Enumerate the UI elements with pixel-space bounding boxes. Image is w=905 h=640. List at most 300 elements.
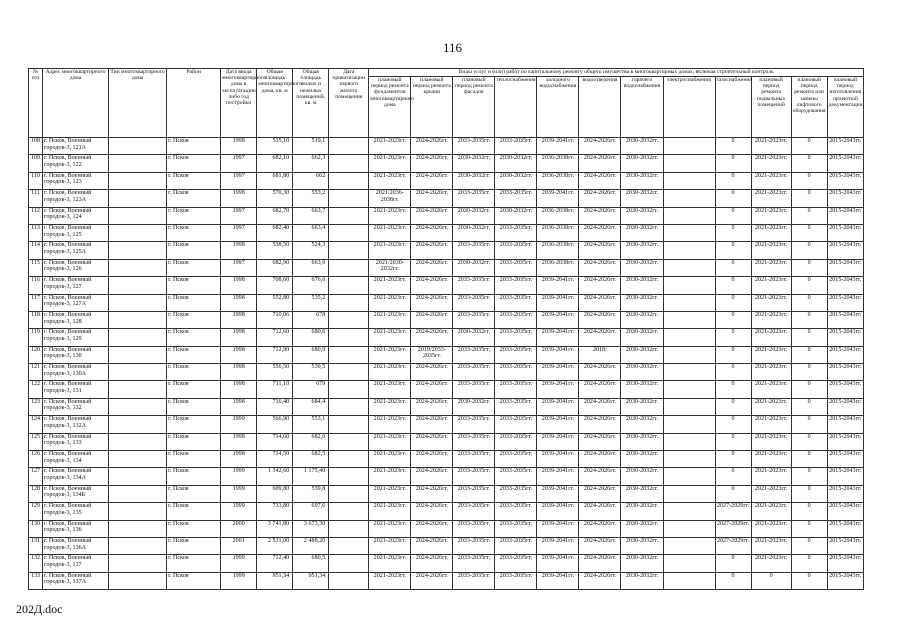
cell-found: 2021-2023гг.: [369, 138, 411, 155]
cell-total: 733,80: [257, 503, 293, 520]
cell-n: 111: [29, 190, 43, 207]
col-n: № п/п: [29, 69, 43, 138]
cell-elevator: 2015-2043гг.: [827, 155, 863, 172]
cell-elevator: 2015-2043гг.: [827, 485, 863, 502]
cell-basement: 0: [791, 224, 827, 241]
cell-address: г. Псков, Военный городок-3, 134Б: [43, 485, 109, 502]
cell-heat: 2033-2035гг.: [495, 294, 537, 311]
col-foundation: плановый период ремонта фундаментов многоквартирного дома: [369, 77, 411, 138]
cell-roof: 2024-2026гг.: [411, 503, 453, 520]
cell-basement: 0: [791, 329, 827, 346]
cell-empty-2: [109, 381, 167, 398]
cell-roof: 2024-2026гг.: [411, 294, 453, 311]
cell-sewer: 2024-2026гг.: [579, 242, 621, 259]
cell-elec: 0: [715, 277, 751, 294]
cell-elec: 0: [715, 381, 751, 398]
cell-elevator: 2015-2043гг.: [827, 311, 863, 328]
table-row: [29, 294, 864, 311]
cell-total: 682,90: [257, 259, 293, 276]
cell-empty-7: [329, 520, 369, 537]
cell-district: г. Псков: [167, 224, 221, 241]
table-row: [29, 155, 864, 172]
cell-roof: 2024-2026гг.: [411, 416, 453, 433]
cell-total: 566,90: [257, 416, 293, 433]
cell-cold: 2039-2041гг.: [537, 277, 579, 294]
cell-facade: 2033-2035гг.: [453, 537, 495, 554]
cell-address: г. Псков, Военный городок-3, 123: [43, 172, 109, 189]
cell-basement: 0: [791, 433, 827, 450]
cell-cold: 2039-2041гг.: [537, 294, 579, 311]
cell-elec: 0: [715, 416, 751, 433]
cell-address: г. Псков, Военный городок-3, 136: [43, 520, 109, 537]
cell-found: 2021-2023гг.: [369, 555, 411, 572]
cell-hot: 2030-2032гг.: [621, 311, 663, 328]
cell-empty-15: [663, 572, 715, 589]
cell-elevator: 2015-2043гг.: [827, 207, 863, 224]
cell-elevator: 2015-2043гг.: [827, 277, 863, 294]
cell-year: 1998: [221, 329, 257, 346]
cell-heat: 2033-2035гг.: [495, 224, 537, 241]
cell-total: 716,40: [257, 398, 293, 415]
cell-basement: 0: [791, 381, 827, 398]
cell-year: 1998: [221, 138, 257, 155]
col-group-works: Виды услуг и (или) работ по капитальному ремонту общего имущества в многоквартирных домах, включая строительный контроль: [369, 69, 864, 77]
cell-basement: 0: [791, 277, 827, 294]
cell-living: 662,3: [293, 155, 329, 172]
cell-empty-2: [109, 485, 167, 502]
cell-facade: 2030-2032гг.: [453, 398, 495, 415]
cell-n: 108: [29, 138, 43, 155]
cell-n: 127: [29, 468, 43, 485]
cell-empty-15: [663, 520, 715, 537]
cell-hot: 2030-2032гг.: [621, 572, 663, 589]
cell-empty-7: [329, 364, 369, 381]
cell-sewer: 2024-2026гг.: [579, 451, 621, 468]
cell-elevator: 2015-2043гг.: [827, 346, 863, 363]
col-facade: плановый период ремонта фасадов: [453, 77, 495, 138]
cell-empty-7: [329, 451, 369, 468]
cell-facade: 2033-2035гг.: [453, 416, 495, 433]
cell-elevator: 2015-2043гг.: [827, 242, 863, 259]
cell-empty-2: [109, 190, 167, 207]
cell-living: 680,5: [293, 555, 329, 572]
cell-heat: 2033-2035гг.: [495, 520, 537, 537]
cell-total: 535,10: [257, 138, 293, 155]
cell-heat: 2030-2032гг.: [495, 172, 537, 189]
col-address: Адрес многоквартирного дома: [43, 69, 109, 138]
cell-cold: 2036-2038гг.: [537, 259, 579, 276]
cell-n: 124: [29, 416, 43, 433]
cell-n: 115: [29, 259, 43, 276]
cell-roof: 2024-2026гг.: [411, 277, 453, 294]
cell-found: 2021-2023гг.: [369, 485, 411, 502]
cell-basement: 0: [791, 520, 827, 537]
cell-total: 712,90: [257, 346, 293, 363]
table-row: [29, 277, 864, 294]
cell-empty-2: [109, 138, 167, 155]
cell-found: 2021-2023гг.: [369, 398, 411, 415]
cell-empty-15: [663, 155, 715, 172]
cell-empty-7: [329, 172, 369, 189]
cell-sewer: 2024-2026гг.: [579, 224, 621, 241]
cell-sewer: 2024-2026гг.: [579, 138, 621, 155]
cell-found: 2021-2023гг.: [369, 207, 411, 224]
cell-n: 117: [29, 294, 43, 311]
cell-elec: 0: [715, 398, 751, 415]
cell-elevator: 2015-2043гг.: [827, 294, 863, 311]
cell-sewer: 2018/: [579, 346, 621, 363]
cell-elec: 0: [715, 485, 751, 502]
cell-empty-7: [329, 416, 369, 433]
cell-address: г. Псков, Военный городок-3, 130: [43, 346, 109, 363]
cell-sewer: 2024-2026гг.: [579, 537, 621, 554]
cell-found: 2021/2036-2038гг.: [369, 190, 411, 207]
table-header: [29, 69, 864, 138]
cell-facade: 2033-2035гг.: [453, 190, 495, 207]
cell-hot: 2030-2032гг.: [621, 329, 663, 346]
cell-empty-2: [109, 537, 167, 554]
cell-address: г. Псков, Военный городок-3, 136А: [43, 537, 109, 554]
cell-living: 539,5: [293, 364, 329, 381]
cell-hot: 2030-2032гг.: [621, 277, 663, 294]
cell-facade: 2033-2035гг.: [453, 468, 495, 485]
cell-empty-15: [663, 294, 715, 311]
cell-facade: 2033-2035гг.: [453, 555, 495, 572]
cell-empty-7: [329, 555, 369, 572]
cell-basement: 0: [791, 416, 827, 433]
cell-found: 2021-2023гг.: [369, 503, 411, 520]
cell-hot: 2030-2032гг.: [621, 364, 663, 381]
cell-empty-2: [109, 398, 167, 415]
cell-facade: 2033-2035гг.: [453, 311, 495, 328]
table-row: [29, 398, 864, 415]
cell-year: 1998: [221, 433, 257, 450]
cell-empty-7: [329, 329, 369, 346]
cell-heat: 2033-2035гг.: [495, 555, 537, 572]
cell-cold: 2039-2041гг.: [537, 138, 579, 155]
cell-heat: 2033-2035гг.: [495, 346, 537, 363]
col-living-area: Общая площадь жилых и нежилых помещений, кв. м: [293, 69, 329, 138]
cell-hot: 2030-2032гг.: [621, 242, 663, 259]
cell-elec: 2027-2029гг.: [715, 537, 751, 554]
cell-heat: 2033-2035гг.: [495, 364, 537, 381]
cell-gas: 2021-2023гг.: [751, 433, 791, 450]
cell-n: 120: [29, 346, 43, 363]
cell-roof: 2024-2026гг.: [411, 468, 453, 485]
cell-facade: 2033-2035гг.: [453, 572, 495, 589]
col-hot: горячего водоснабжения: [621, 77, 663, 138]
cell-sewer: 2024-2026гг.: [579, 277, 621, 294]
cell-district: г. Псков: [167, 364, 221, 381]
cell-district: г. Псков: [167, 346, 221, 363]
cell-basement: 0: [791, 172, 827, 189]
cell-n: 133: [29, 572, 43, 589]
cell-empty-7: [329, 346, 369, 363]
cell-cold: 2039-2041гг.: [537, 311, 579, 328]
col-elevator: плановый период ремонта или замены лифтового оборудования: [791, 77, 827, 138]
table-row: [29, 329, 864, 346]
cell-facade: 2033-2035гг.: [453, 364, 495, 381]
cell-gas: 2021-2023гг.: [751, 311, 791, 328]
cell-hot: 2030-2032гг.: [621, 346, 663, 363]
cell-address: г. Псков, Военный городок-3, 124: [43, 207, 109, 224]
cell-gas: 2021-2023гг.: [751, 555, 791, 572]
cell-total: 1 342,60: [257, 468, 293, 485]
cell-year: 1998: [221, 451, 257, 468]
cell-heat: 2033-2035гг.: [495, 572, 537, 589]
cell-empty-7: [329, 138, 369, 155]
cell-found: 2021-2023гг.: [369, 155, 411, 172]
cell-living: 680,6: [293, 329, 329, 346]
cell-year: 1999: [221, 485, 257, 502]
cell-gas: 2021-2023гг.: [751, 172, 791, 189]
cell-basement: 0: [791, 555, 827, 572]
cell-year: 1998: [221, 364, 257, 381]
cell-facade: 2030-2032гг.: [453, 172, 495, 189]
cell-elec: 0: [715, 451, 751, 468]
cell-heat: 2033-2035гг.: [495, 190, 537, 207]
cell-roof: 2024-2026гг.: [411, 207, 453, 224]
table-row: [29, 537, 864, 554]
cell-empty-2: [109, 311, 167, 328]
cell-empty-2: [109, 468, 167, 485]
col-roof: плановый период ремонта крыши: [411, 77, 453, 138]
cell-empty-15: [663, 224, 715, 241]
cell-living: 697,6: [293, 503, 329, 520]
cell-district: г. Псков: [167, 468, 221, 485]
col-total-area: Общая площадь многоквартирного дома, кв. м: [257, 69, 293, 138]
cell-year: 1998: [221, 294, 257, 311]
cell-year: 1997: [221, 207, 257, 224]
cell-elec: 0: [715, 294, 751, 311]
cell-empty-2: [109, 346, 167, 363]
cell-total: 710,06: [257, 311, 293, 328]
cell-n: 126: [29, 451, 43, 468]
cell-heat: 2033-2035гг.: [495, 242, 537, 259]
cell-found: 2021-2023гг.: [369, 294, 411, 311]
cell-facade: 2033-2035гг.: [453, 138, 495, 155]
cell-gas: 2021-2023гг.: [751, 520, 791, 537]
table-row: [29, 259, 864, 276]
table-row: [29, 451, 864, 468]
col-district: Район: [167, 69, 221, 138]
cell-cold: 2039-2041гг.: [537, 572, 579, 589]
cell-sewer: 2024-2026гг.: [579, 398, 621, 415]
cell-hot: 2030-2032гг.: [621, 433, 663, 450]
cell-elec: 0: [715, 138, 751, 155]
cell-year: 1997: [221, 172, 257, 189]
cell-living: 663,9: [293, 259, 329, 276]
cell-found: 2021-2023гг.: [369, 537, 411, 554]
cell-facade: 2033-2035гг.: [453, 294, 495, 311]
table-row: [29, 468, 864, 485]
cell-total: 712,40: [257, 555, 293, 572]
cell-district: г. Псков: [167, 520, 221, 537]
cell-total: 538,50: [257, 242, 293, 259]
cell-elec: 0: [715, 311, 751, 328]
cell-district: г. Псков: [167, 572, 221, 589]
cell-total: 714,60: [257, 433, 293, 450]
cell-district: г. Псков: [167, 138, 221, 155]
cell-sewer: 2024-2026гг.: [579, 190, 621, 207]
cell-hot: 2030-2032гг.: [621, 468, 663, 485]
cell-roof: 2024-2026гг.: [411, 242, 453, 259]
cell-empty-15: [663, 416, 715, 433]
cell-cold: 2039-2041гг.: [537, 555, 579, 572]
cell-empty-2: [109, 172, 167, 189]
cell-empty-7: [329, 398, 369, 415]
cell-address: г. Псков, Военный городок-3, 137: [43, 555, 109, 572]
cell-basement: 0: [791, 503, 827, 520]
cell-heat: 2033-2035гг.: [495, 468, 537, 485]
cell-address: г. Псков, Военный городок-3, 132: [43, 398, 109, 415]
cell-sewer: 2024-2026гг.: [579, 311, 621, 328]
table-row: [29, 555, 864, 572]
cell-n: 122: [29, 381, 43, 398]
cell-gas: 2021-2023гг.: [751, 537, 791, 554]
cell-basement: 0: [791, 311, 827, 328]
cell-gas: 2021-2023гг.: [751, 364, 791, 381]
cell-roof: 2024-2026гг.: [411, 451, 453, 468]
cell-elevator: 2015-2043гг.: [827, 398, 863, 415]
cell-empty-7: [329, 468, 369, 485]
cell-gas: 2021-2023гг.: [751, 259, 791, 276]
cell-found: 2021-2023гг.: [369, 277, 411, 294]
cell-roof: 2024-2026гг.: [411, 433, 453, 450]
cell-gas: 2021-2023гг.: [751, 277, 791, 294]
cell-district: г. Псков: [167, 416, 221, 433]
cell-district: г. Псков: [167, 311, 221, 328]
cell-hot: 2030-2032гг.: [621, 503, 663, 520]
cell-empty-2: [109, 520, 167, 537]
cell-found: 2021-2023гг.: [369, 329, 411, 346]
cell-cold: 2039-2041гг.: [537, 451, 579, 468]
cell-living: 678: [293, 311, 329, 328]
cell-empty-15: [663, 277, 715, 294]
cell-address: г. Псков, Военный городок-3, 127: [43, 277, 109, 294]
cell-empty-2: [109, 224, 167, 241]
cell-heat: 2033-2035гг.: [495, 503, 537, 520]
cell-facade: 2030-2032гг.: [453, 259, 495, 276]
cell-gas: 2021-2023гг.: [751, 485, 791, 502]
cell-heat: 2033-2035гг.: [495, 485, 537, 502]
table-row: [29, 242, 864, 259]
table-row: [29, 433, 864, 450]
cell-found: 2021-2023гг.: [369, 451, 411, 468]
cell-empty-7: [329, 207, 369, 224]
cell-hot: 2030-2032гг.: [621, 138, 663, 155]
cell-year: 1998: [221, 346, 257, 363]
cell-basement: 0: [791, 155, 827, 172]
cell-address: г. Псков, Военный городок-3, 128: [43, 311, 109, 328]
cell-heat: 2033-2035гг.: [495, 311, 537, 328]
cell-empty-15: [663, 138, 715, 155]
cell-hot: 2030-2032гг.: [621, 520, 663, 537]
cell-cold: 2039-2041гг.: [537, 433, 579, 450]
cell-year: 1998: [221, 277, 257, 294]
cell-elevator: 2015-2043гг.: [827, 259, 863, 276]
cell-living: 553,1: [293, 416, 329, 433]
cell-empty-15: [663, 190, 715, 207]
cell-hot: 2030-2032гг.: [621, 294, 663, 311]
col-cold: холодного водоснабжения: [537, 77, 579, 138]
table-row: [29, 172, 864, 189]
cell-living: 676,6: [293, 277, 329, 294]
cell-elec: 0: [715, 242, 751, 259]
cell-living: 679: [293, 381, 329, 398]
cell-empty-2: [109, 259, 167, 276]
col-year: Дата ввода многоквартирного дома в эксплуатацию либо год постройки: [221, 69, 257, 138]
cell-empty-15: [663, 207, 715, 224]
cell-cold: 2036-2038гг.: [537, 224, 579, 241]
cell-elec: 0: [715, 364, 751, 381]
cell-empty-15: [663, 555, 715, 572]
cell-gas: 2021-2023гг.: [751, 451, 791, 468]
cell-hot: 2030-2032гг.: [621, 416, 663, 433]
cell-address: г. Псков, Военный городок-3, 131: [43, 381, 109, 398]
cell-empty-2: [109, 155, 167, 172]
cell-hot: 2030-2032гг.: [621, 485, 663, 502]
cell-gas: 2021-2023гг.: [751, 242, 791, 259]
cell-found: 2021-2023гг.: [369, 433, 411, 450]
cell-elec: 0: [715, 207, 751, 224]
cell-empty-15: [663, 451, 715, 468]
cell-gas: 2021-2023гг.: [751, 207, 791, 224]
col-sewer: водоотведения: [579, 77, 621, 138]
cell-found: 2021-2023гг.: [369, 416, 411, 433]
cell-n: 128: [29, 485, 43, 502]
cell-n: 113: [29, 224, 43, 241]
capital-repair-table: [28, 68, 864, 590]
cell-facade: 2033-2035гг.: [453, 242, 495, 259]
cell-empty-7: [329, 277, 369, 294]
cell-n: 119: [29, 329, 43, 346]
cell-gas: 2021-2023гг.: [751, 346, 791, 363]
cell-found: 2021/2030-2032гг.: [369, 259, 411, 276]
cell-district: г. Псков: [167, 277, 221, 294]
cell-sewer: 2024-2026гг.: [579, 207, 621, 224]
cell-empty-2: [109, 294, 167, 311]
cell-sewer: 2024-2026гг.: [579, 364, 621, 381]
cell-empty-2: [109, 416, 167, 433]
cell-empty-7: [329, 259, 369, 276]
cell-empty-15: [663, 172, 715, 189]
cell-gas: 2021-2023гг.: [751, 190, 791, 207]
cell-gas: 2021-2023гг.: [751, 381, 791, 398]
cell-total: 682,10: [257, 155, 293, 172]
cell-empty-2: [109, 207, 167, 224]
cell-empty-7: [329, 381, 369, 398]
cell-heat: 2030-2032гг.: [495, 207, 537, 224]
cell-district: г. Псков: [167, 398, 221, 415]
cell-sewer: 2024-2026гг.: [579, 520, 621, 537]
cell-living: 684,4: [293, 398, 329, 415]
cell-basement: 0: [791, 485, 827, 502]
table-body: [29, 138, 864, 590]
cell-year: 1997: [221, 259, 257, 276]
cell-basement: 0: [791, 537, 827, 554]
cell-hot: 2030-2032гг.: [621, 190, 663, 207]
cell-gas: 2021-2023гг.: [751, 294, 791, 311]
cell-n: 121: [29, 364, 43, 381]
cell-cold: 2036-2038гг.: [537, 172, 579, 189]
cell-hot: 2030-2032гг.: [621, 537, 663, 554]
cell-total: 556,50: [257, 364, 293, 381]
cell-elevator: 2015-2043гг.: [827, 364, 863, 381]
cell-empty-15: [663, 311, 715, 328]
cell-facade: 2033-2035гг.: [453, 277, 495, 294]
cell-elevator: 2015-2043гг.: [827, 416, 863, 433]
